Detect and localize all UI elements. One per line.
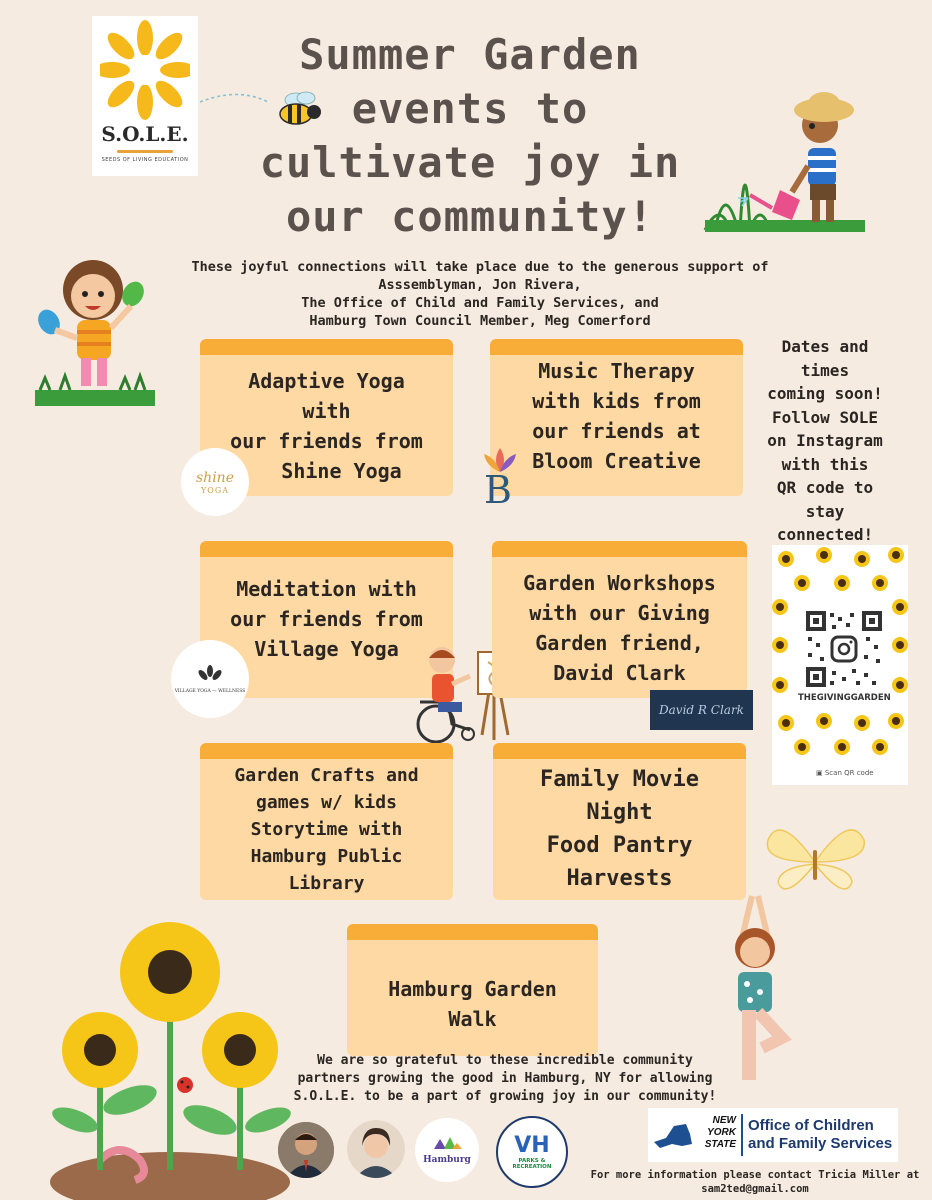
title-line: Summer Garden [299,30,641,79]
callout-line: Follow SOLE [772,407,878,427]
parks-recreation-logo [496,1116,568,1188]
ocfs-name [748,1117,892,1153]
qr-code-box [798,603,890,713]
qr-code-card[interactable] [772,545,908,785]
new-york-state-map-icon [652,1120,696,1152]
girl-with-maracas-illustration [35,250,160,410]
david-clark-logo-text: David R Clark [659,703,744,717]
card-line: Food Pantry [546,833,693,858]
card-text [493,763,746,895]
card-line: games w/ kids [256,792,397,813]
support-line: Asssemblyman, Jon Rivera, [378,277,582,293]
card-line: Garden Workshops [523,571,716,595]
card-tab [490,339,743,355]
instagram-callout [760,335,890,547]
council-member-portrait [347,1120,405,1178]
title-line: our community! [285,192,654,241]
nys-word: YORK [707,1127,736,1138]
event-card-family-movie-night [493,743,746,900]
card-line: Shine Yoga [281,459,402,483]
card-line: Garden friend, [535,631,704,655]
support-line: The Office of Child and Family Services, and [301,295,659,311]
gratitude-line: We are so grateful to these incredible community [317,1053,693,1068]
camera-icon: ▣ [816,769,823,777]
nys-word: STATE [704,1139,736,1150]
sole-logo-swoosh [117,150,173,153]
contact-info [590,1168,920,1196]
support-line: Hamburg Town Council Member, Meg Comerford [309,313,651,329]
card-tab [493,743,746,759]
shine-yoga-logo [181,448,249,516]
callout-line: QR code to [776,478,874,497]
callout-line: times [800,360,850,380]
ocfs-logo [648,1108,898,1162]
callout-line: coming soon! [767,384,883,403]
card-text [200,762,453,897]
yoga-girl-illustration [712,888,802,1088]
card-tab [200,541,453,557]
callout-line: Dates and [781,337,869,356]
qr-caption-text: Scan QR code [824,769,874,777]
hamburg-logo-text: Hamburg [423,1155,471,1165]
card-tab [347,924,598,940]
shine-logo-word: shine [196,469,234,486]
boy-watering-plants-illustration [700,80,870,235]
nys-wordmark [698,1115,736,1151]
contact-email[interactable]: sam2ted@gmail.com [701,1183,809,1195]
card-tab [200,743,453,759]
support-text [150,258,810,330]
card-line: Meditation with [236,577,417,601]
shine-logo-yoga: YOGA [200,485,229,495]
card-line: Bloom Creative [532,449,701,473]
sunflowers-illustration [40,920,300,1200]
parks-logo-text: PARKS & RECREATION [512,1158,552,1170]
card-line: with [302,399,351,423]
person-icon [278,1122,334,1178]
event-card-hamburg-garden-walk [347,924,598,1056]
page-title [235,28,705,244]
event-card-music-therapy [490,339,743,496]
card-line: our friends from [230,429,423,453]
sole-logo-name: S.O.L.E. [101,122,189,146]
card-line: Village Yoga [254,637,399,661]
ocfs-divider [741,1114,743,1156]
village-yoga-logo [171,640,249,718]
card-line: Adaptive Yoga [248,369,405,393]
card-line: with kids from [532,389,701,413]
card-text [347,974,598,1034]
card-line: our friends at [532,419,701,443]
card-tab [200,339,453,355]
bloom-logo-letter: B [484,468,512,512]
sole-logo [92,16,198,176]
mandala-icon [197,665,223,685]
david-clark-logo [650,690,753,730]
sun-icon [100,20,190,120]
callout-line: with this [781,454,869,474]
gratitude-line: S.O.L.E. to be a part of growing joy in our community! [293,1089,717,1104]
parks-logo-letters: VH [514,1133,550,1158]
card-text [492,568,747,688]
ocfs-line: Office of Children [748,1117,874,1134]
qr-handle: THEGIVINGGARDEN [798,693,891,703]
callout-line: on Instagram [767,431,883,450]
event-card-garden-crafts [200,743,453,900]
village-logo-text: VILLAGE YOGA — WELLNESS [174,688,246,694]
card-text [490,356,743,476]
card-line: Storytime with [250,819,403,840]
card-line: Hamburg Public [250,846,403,867]
person-icon [347,1120,405,1178]
card-line: Family Movie [540,767,699,792]
card-line: Night [586,800,653,825]
card-line: with our Giving [529,601,710,625]
card-line: our friends from [230,607,423,631]
card-line: Hamburg Garden [388,977,557,1001]
assemblyman-portrait [278,1122,334,1178]
town-icon [432,1135,462,1151]
card-tab [492,541,747,557]
card-line: Library [288,873,365,894]
card-line: Harvests [566,866,673,891]
title-line: cultivate joy in [259,138,681,187]
hamburg-town-logo [415,1118,479,1182]
support-line: These joyful connections will take place due to the generous support of [191,259,769,275]
callout-line: connected! [776,525,874,544]
qr-caption [816,769,874,777]
card-line: Music Therapy [538,359,695,383]
event-card-garden-workshops [492,541,747,698]
gratitude-line: partners growing the good in Hamburg, NY for allowing [297,1071,713,1086]
contact-line: For more information please contact Tricia Miller at [590,1169,920,1181]
bloom-creative-logo [478,446,522,516]
nys-word: NEW [712,1115,736,1126]
ocfs-line: and Family Services [748,1135,893,1152]
card-line: Walk [448,1007,497,1031]
card-line: Garden Crafts and [234,765,419,786]
qr-code-icon [806,611,882,687]
gratitude-text [290,1052,720,1106]
callout-line: stay [805,501,845,521]
title-line: events to [351,84,589,133]
card-line: David Clark [553,661,686,685]
sole-logo-tagline: SEEDS OF LIVING EDUCATION [101,157,189,163]
